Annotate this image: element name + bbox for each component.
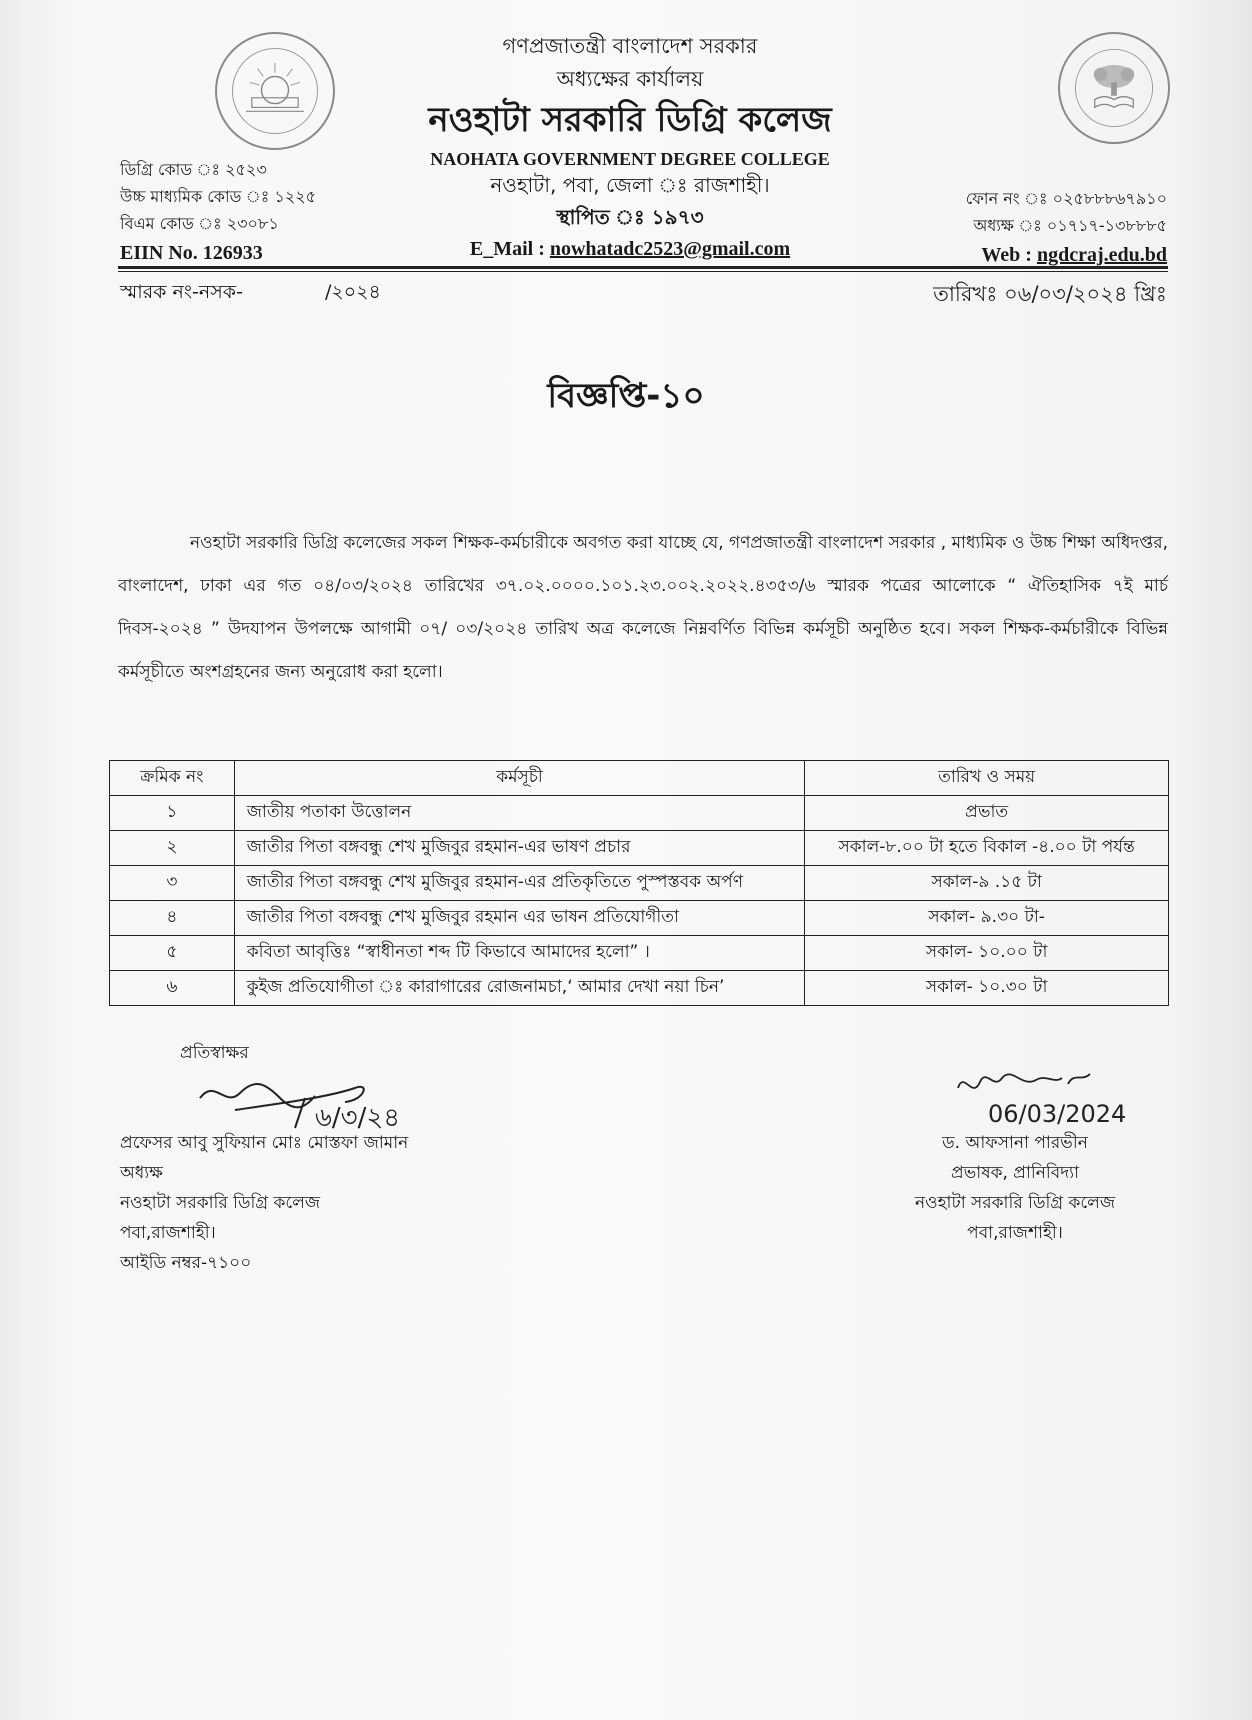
notice-body: নওহাটা সরকারি ডিগ্রি কলেজের সকল শিক্ষক-কর্মচারীকে অবগত করা যাচ্ছে যে, গণপ্রজাতন্ত্রী বাংলাদেশ সরকার , মাধ্যমিক ও উচ্চ শিক্ষা অধিদপ্তর, বাংলাদেশ, ঢাকা এর গত ০৪/০৩/২০২৪ তারিখের ৩৭.০২.০০০০.১০১.২৩.০০২.২০২২.৪৩৫৩/৬ স্মারক পত্রের আলোকে “ ঐতিহাসিক ৭ই মার্চ দিবস-২০২৪ ” উদযাপন উপলক্ষে আগামী ০৭/ ০৩/২০২৪ তারিখ অত্র কলেজে নিম্নবর্ণিত বিভিন্ন কর্মসূচী অনুষ্ঠিত হবে। সকল শিক্ষক-কর্মচারীকে বিভিন্ন কর্মসূচীতে অংশগ্রহনের জন্য অনুরোধ করা হলো।: [118, 533, 1169, 682]
table-header-row: [110, 761, 1169, 796]
table-row: [110, 901, 1169, 936]
serial-cell: ৪: [110, 901, 235, 936]
college-seal-left: [215, 32, 335, 150]
program-cell: জাতীর পিতা বঙ্গবন্ধু শেখ মুজিবুর রহমান এর ভাষন প্রতিযোগীতা: [234, 901, 805, 936]
lecturer-designation: প্রভাষক, প্রানিবিদ্যা: [950, 1163, 1080, 1183]
college-name-bn: নওহাটা সরকারি ডিগ্রি কলেজ: [428, 100, 832, 140]
principal-designation: অধ্যক্ষ: [120, 1163, 163, 1183]
memo-year: /২০২৪: [325, 281, 381, 303]
column-header-serial: ক্রমিক নং: [110, 761, 235, 796]
email-line: [400, 234, 860, 264]
column-header-time: তারিখ ও সময়: [805, 761, 1169, 796]
memo-reference: [120, 278, 381, 310]
serial-cell: ১: [110, 796, 235, 831]
table-row: [110, 971, 1169, 1006]
office-name: অধ্যক্ষের কার্যালয়: [556, 67, 704, 91]
college-address: নওহাটা, পবা, জেলা ঃ রাজশাহী।: [490, 173, 770, 197]
lecturer-signature-block: [895, 1128, 1135, 1248]
email-link[interactable]: nowhatadc2523@gmail.com: [549, 238, 791, 260]
principal-signature-block: [120, 1128, 408, 1278]
time-cell: সকাল-৯ .১৫ টা: [805, 866, 1169, 901]
program-table: [109, 760, 1169, 1006]
table-row: [110, 831, 1169, 866]
established-year: স্থাপিত ঃ ১৯৭৩: [556, 205, 704, 229]
principal-id: আইডি নম্বর-৭১০০: [120, 1253, 252, 1273]
web-link[interactable]: ngdcraj.edu.bd: [1036, 244, 1167, 266]
time-cell: সকাল-৮.০০ টা হতে বিকাল -৪.০০ টা পর্যন্ত: [805, 831, 1169, 866]
sunrise-emblem-icon: [217, 34, 333, 148]
table-row: [110, 866, 1169, 901]
time-cell: প্রভাত: [805, 796, 1169, 831]
letterhead-codes: [120, 156, 316, 269]
memo-date: তারিখঃ ০৬/০৩/২০২৪ খ্রিঃ: [933, 282, 1167, 306]
countersign-label: প্রতিস্বাক্ষর: [180, 1043, 249, 1063]
notice-title: বিজ্ঞপ্তি-১০: [547, 376, 705, 416]
principal-signature-date: ৬/৩/২৪: [315, 1103, 401, 1133]
lecturer-signature-date: 06/03/2024: [988, 1100, 1127, 1128]
bm-code: বিএম কোড ঃ ২৩০৮১: [120, 214, 279, 233]
college-seal-right: [1058, 32, 1170, 144]
hsc-code: উচ্চ মাধ্যমিক কোড ঃ ১২২৫: [120, 187, 316, 206]
serial-cell: ৩: [110, 866, 235, 901]
college-name-en: NAOHATA GOVERNMENT DEGREE COLLEGE: [430, 149, 830, 169]
serial-cell: ২: [110, 831, 235, 866]
tree-book-emblem-icon: [1060, 34, 1168, 142]
program-cell: কুইজ প্রতিযোগীতা ঃ কারাগারের রোজনামচা,‘ আমার দেখা নয়া চিন’: [234, 971, 805, 1006]
government-name: গণপ্রজাতন্ত্রী বাংলাদেশ সরকার: [502, 34, 758, 58]
program-cell: জাতীর পিতা বঙ্গবন্ধু শেখ মুজিবুর রহমান-এর ভাষণ প্রচার: [234, 831, 805, 866]
letterhead-center: [400, 30, 860, 264]
web-label: Web :: [981, 244, 1032, 266]
lecturer-name: ড. আফসানা পারভীন: [942, 1133, 1088, 1153]
header-divider-thin: [118, 271, 1168, 272]
principal-college: নওহাটা সরকারি ডিগ্রি কলেজ: [120, 1193, 321, 1213]
lecturer-college: নওহাটা সরকারি ডিগ্রি কলেজ: [914, 1193, 1116, 1213]
serial-cell: ৬: [110, 971, 235, 1006]
table-row: [110, 936, 1169, 971]
program-cell: জাতীর পিতা বঙ্গবন্ধু শেখ মুজিবুর রহমান-এর প্রতিকৃতিতে পুস্পস্তবক অর্পণ: [234, 866, 805, 901]
letterhead-contacts: [966, 185, 1167, 271]
memo-number: স্মারক নং-নসক-: [120, 281, 243, 303]
time-cell: সকাল- ১০.০০ টা: [805, 936, 1169, 971]
principal-address: পবা,রাজশাহী।: [120, 1223, 216, 1243]
principal-name: প্রফেসর আবু সুফিয়ান মোঃ মোস্তফা জামান: [120, 1133, 409, 1153]
principal-phone: অধ্যক্ষ ঃ ০১৭১৭-১৩৮৮৮৫: [973, 216, 1167, 235]
email-label: E_Mail :: [469, 238, 545, 260]
lecturer-address: পবা,রাজশাহী।: [967, 1223, 1063, 1243]
time-cell: সকাল- ১০.৩০ টা: [805, 971, 1169, 1006]
column-header-program: কর্মসূচী: [234, 761, 805, 796]
program-cell: জাতীয় পতাকা উত্তোলন: [234, 796, 805, 831]
degree-code: ডিগ্রি কোড ঃ ২৫২৩: [120, 160, 267, 179]
program-cell: কবিতা আবৃত্তিঃ “স্বাধীনতা শব্দ টি কিভাবে আমাদের হলো” ।: [234, 936, 805, 971]
serial-cell: ৫: [110, 936, 235, 971]
table-row: [110, 796, 1169, 831]
eiin-number: EIIN No. 126933: [120, 242, 263, 264]
time-cell: সকাল- ৯.৩০ টা-: [805, 901, 1169, 936]
header-divider: [118, 266, 1168, 269]
phone-number: ফোন নং ঃ ০২৫৮৮৮৬৭৯১০: [965, 189, 1167, 208]
